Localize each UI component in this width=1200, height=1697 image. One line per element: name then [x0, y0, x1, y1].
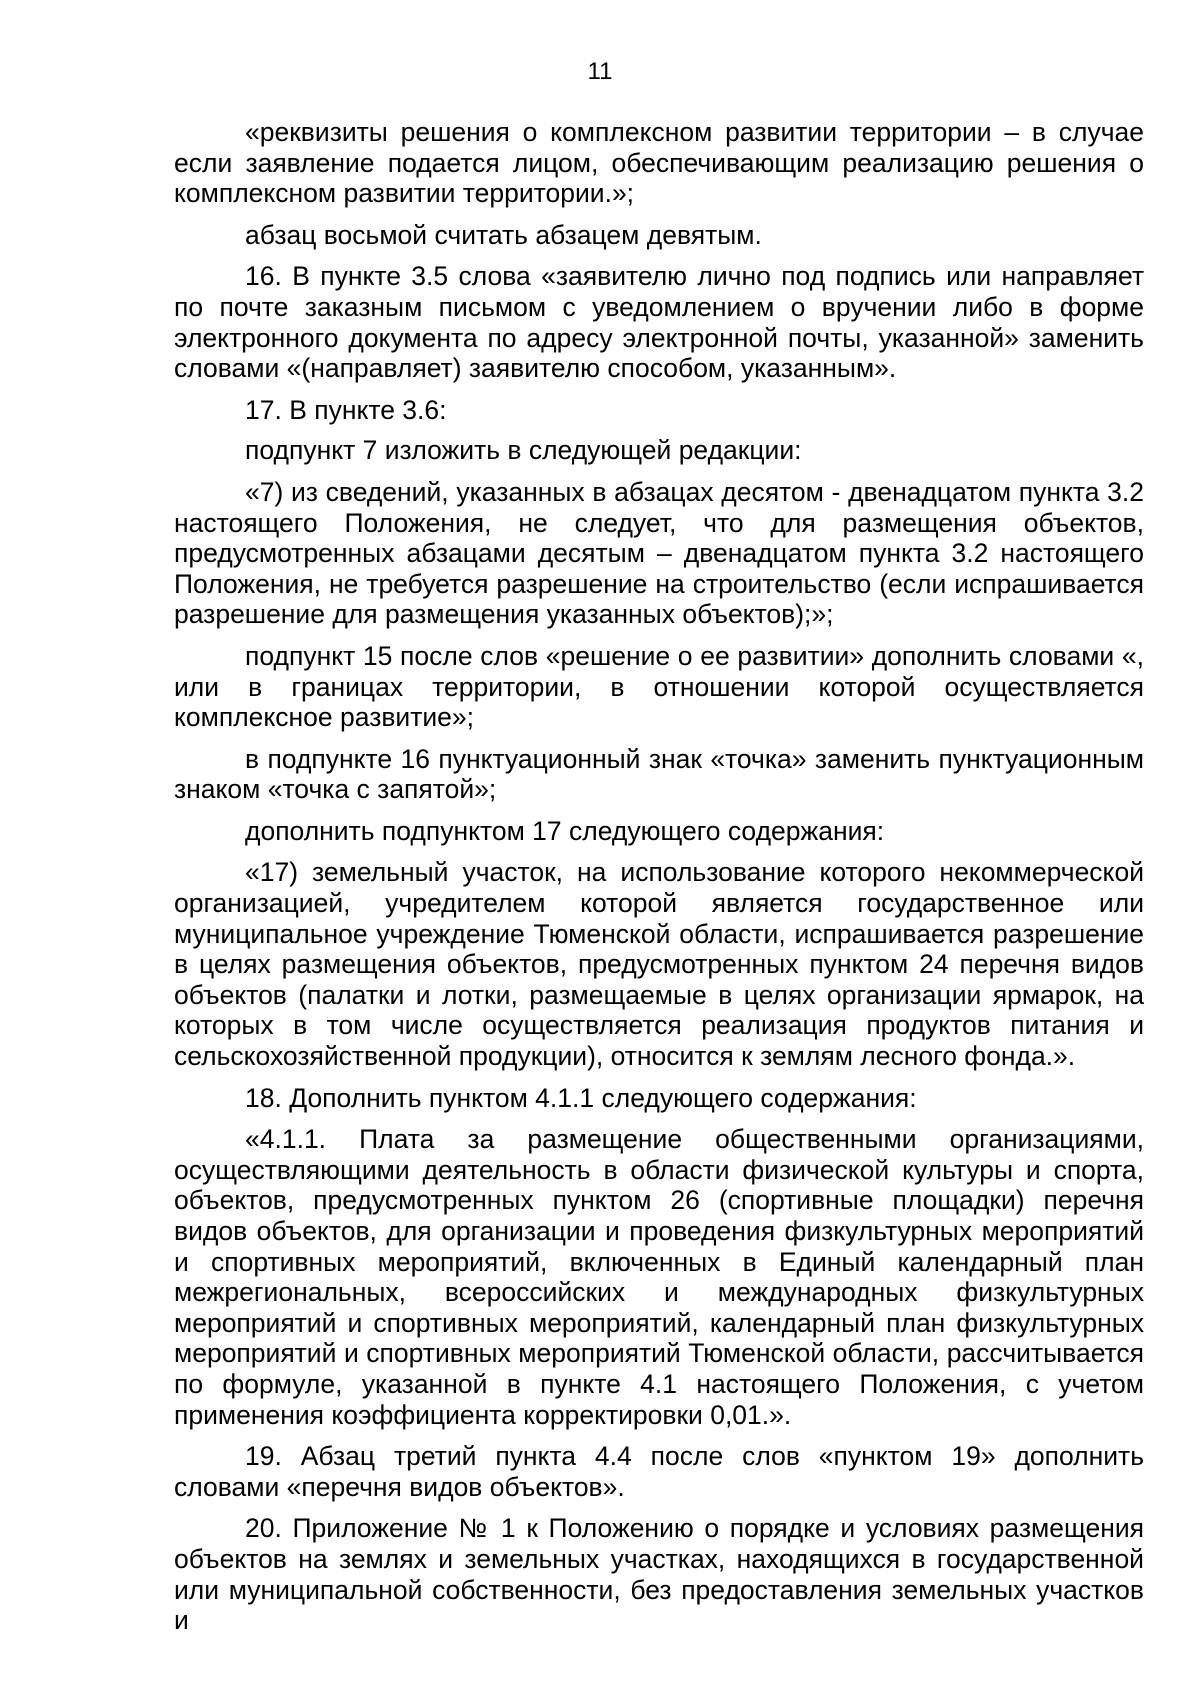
paragraph-item-19: 19. Абзац третий пункта 4.4 после слов «пунктом 19» дополнить словами «перечня видов объектов».: [174, 1441, 1144, 1502]
paragraph-eighth-abzac: абзац восьмой считать абзацем девятым.: [245, 219, 762, 250]
paragraph-item-18: 18. Дополнить пунктом 4.1.1 следующего содержания:: [245, 1082, 917, 1113]
paragraph-subitem-7-text: «7) из сведений, указанных в абзацах десятом - двенадцатом пункта 3.2 настоящего Положения, не следует, что для размещения объектов, предусмотренных абзацами десятым – двенадцатом пункта 3.2 настоящего Положения, не требуется разрешение на строительство (если испрашивается разрешение для размещения указанных объектов);»;: [174, 476, 1144, 630]
paragraph-subitem-7-intro: подпункт 7 изложить в следующей редакции:: [245, 435, 802, 466]
paragraph-subitem-15: подпункт 15 после слов «решение о ее развитии» дополнить словами «, или в границах территории, в отношении которой осуществляется комплексное развитие»;: [174, 640, 1144, 733]
document-body: [174, 117, 1144, 1636]
paragraph-item-16: 16. В пункте 3.5 слова «заявителю лично под подпись или направляет по почте заказным письмом с уведомлением о вручении либо в форме электронного документа по адресу электронной почты, указанной» заменить словами «(направляет) заявителю способом, указанным».: [174, 261, 1144, 384]
paragraph-subitem-17-intro: дополнить подпунктом 17 следующего содержания:: [245, 815, 885, 846]
page-number: 11: [587, 58, 613, 85]
paragraph-item-17: 17. В пункте 3.6:: [245, 394, 447, 425]
paragraph-item-20: 20. Приложение № 1 к Положению о порядке и условиях размещения объектов на землях и земельных участках, находящихся в государственной или муниципальной собственности, без предоставления земельных участков и: [174, 1513, 1144, 1636]
paragraph-requisites: «реквизиты решения о комплексном развитии территории – в случае если заявление подается лицом, обеспечивающим реализацию решения о комплексном развитии территории.»;: [174, 117, 1144, 209]
paragraph-subitem-16: в подпункте 16 пунктуационный знак «точка» заменить пунктуационным знаком «точка с запятой»;: [174, 743, 1144, 805]
paragraph-item-4-1-1: «4.1.1. Плата за размещение общественными организациями, осуществляющими деятельность в области физической культуры и спорта, объектов, предусмотренных пунктом 26 (спортивные площадки) перечня видов объектов, для организации и проведения физкультурных мероприятий и спортивных мероприятий, включенных в Единый календарный план межрегиональных, всероссийских и международных физкультурных мероприятий и спортивных мероприятий, календарный план физкультурных мероприятий и спортивных мероприятий Тюменской области, рассчитывается по формуле, указанной в пункте 4.1 настоящего Положения, с учетом применения коэффициента корректировки 0,01.».: [174, 1124, 1144, 1430]
paragraph-subitem-17-text: «17) земельный участок, на использование которого некоммерческой организацией, учредителем которой является государственное или муниципальное учреждение Тюменской области, испрашивается разрешение в целях размещения объектов, предусмотренных пунктом 24 перечня видов объектов (палатки и лотки, размещаемые в целях организации ярмарок, на которых в том числе осуществляется реализация продуктов питания и сельскохозяйственной продукции), относится к землям лесного фонда.».: [174, 857, 1144, 1072]
